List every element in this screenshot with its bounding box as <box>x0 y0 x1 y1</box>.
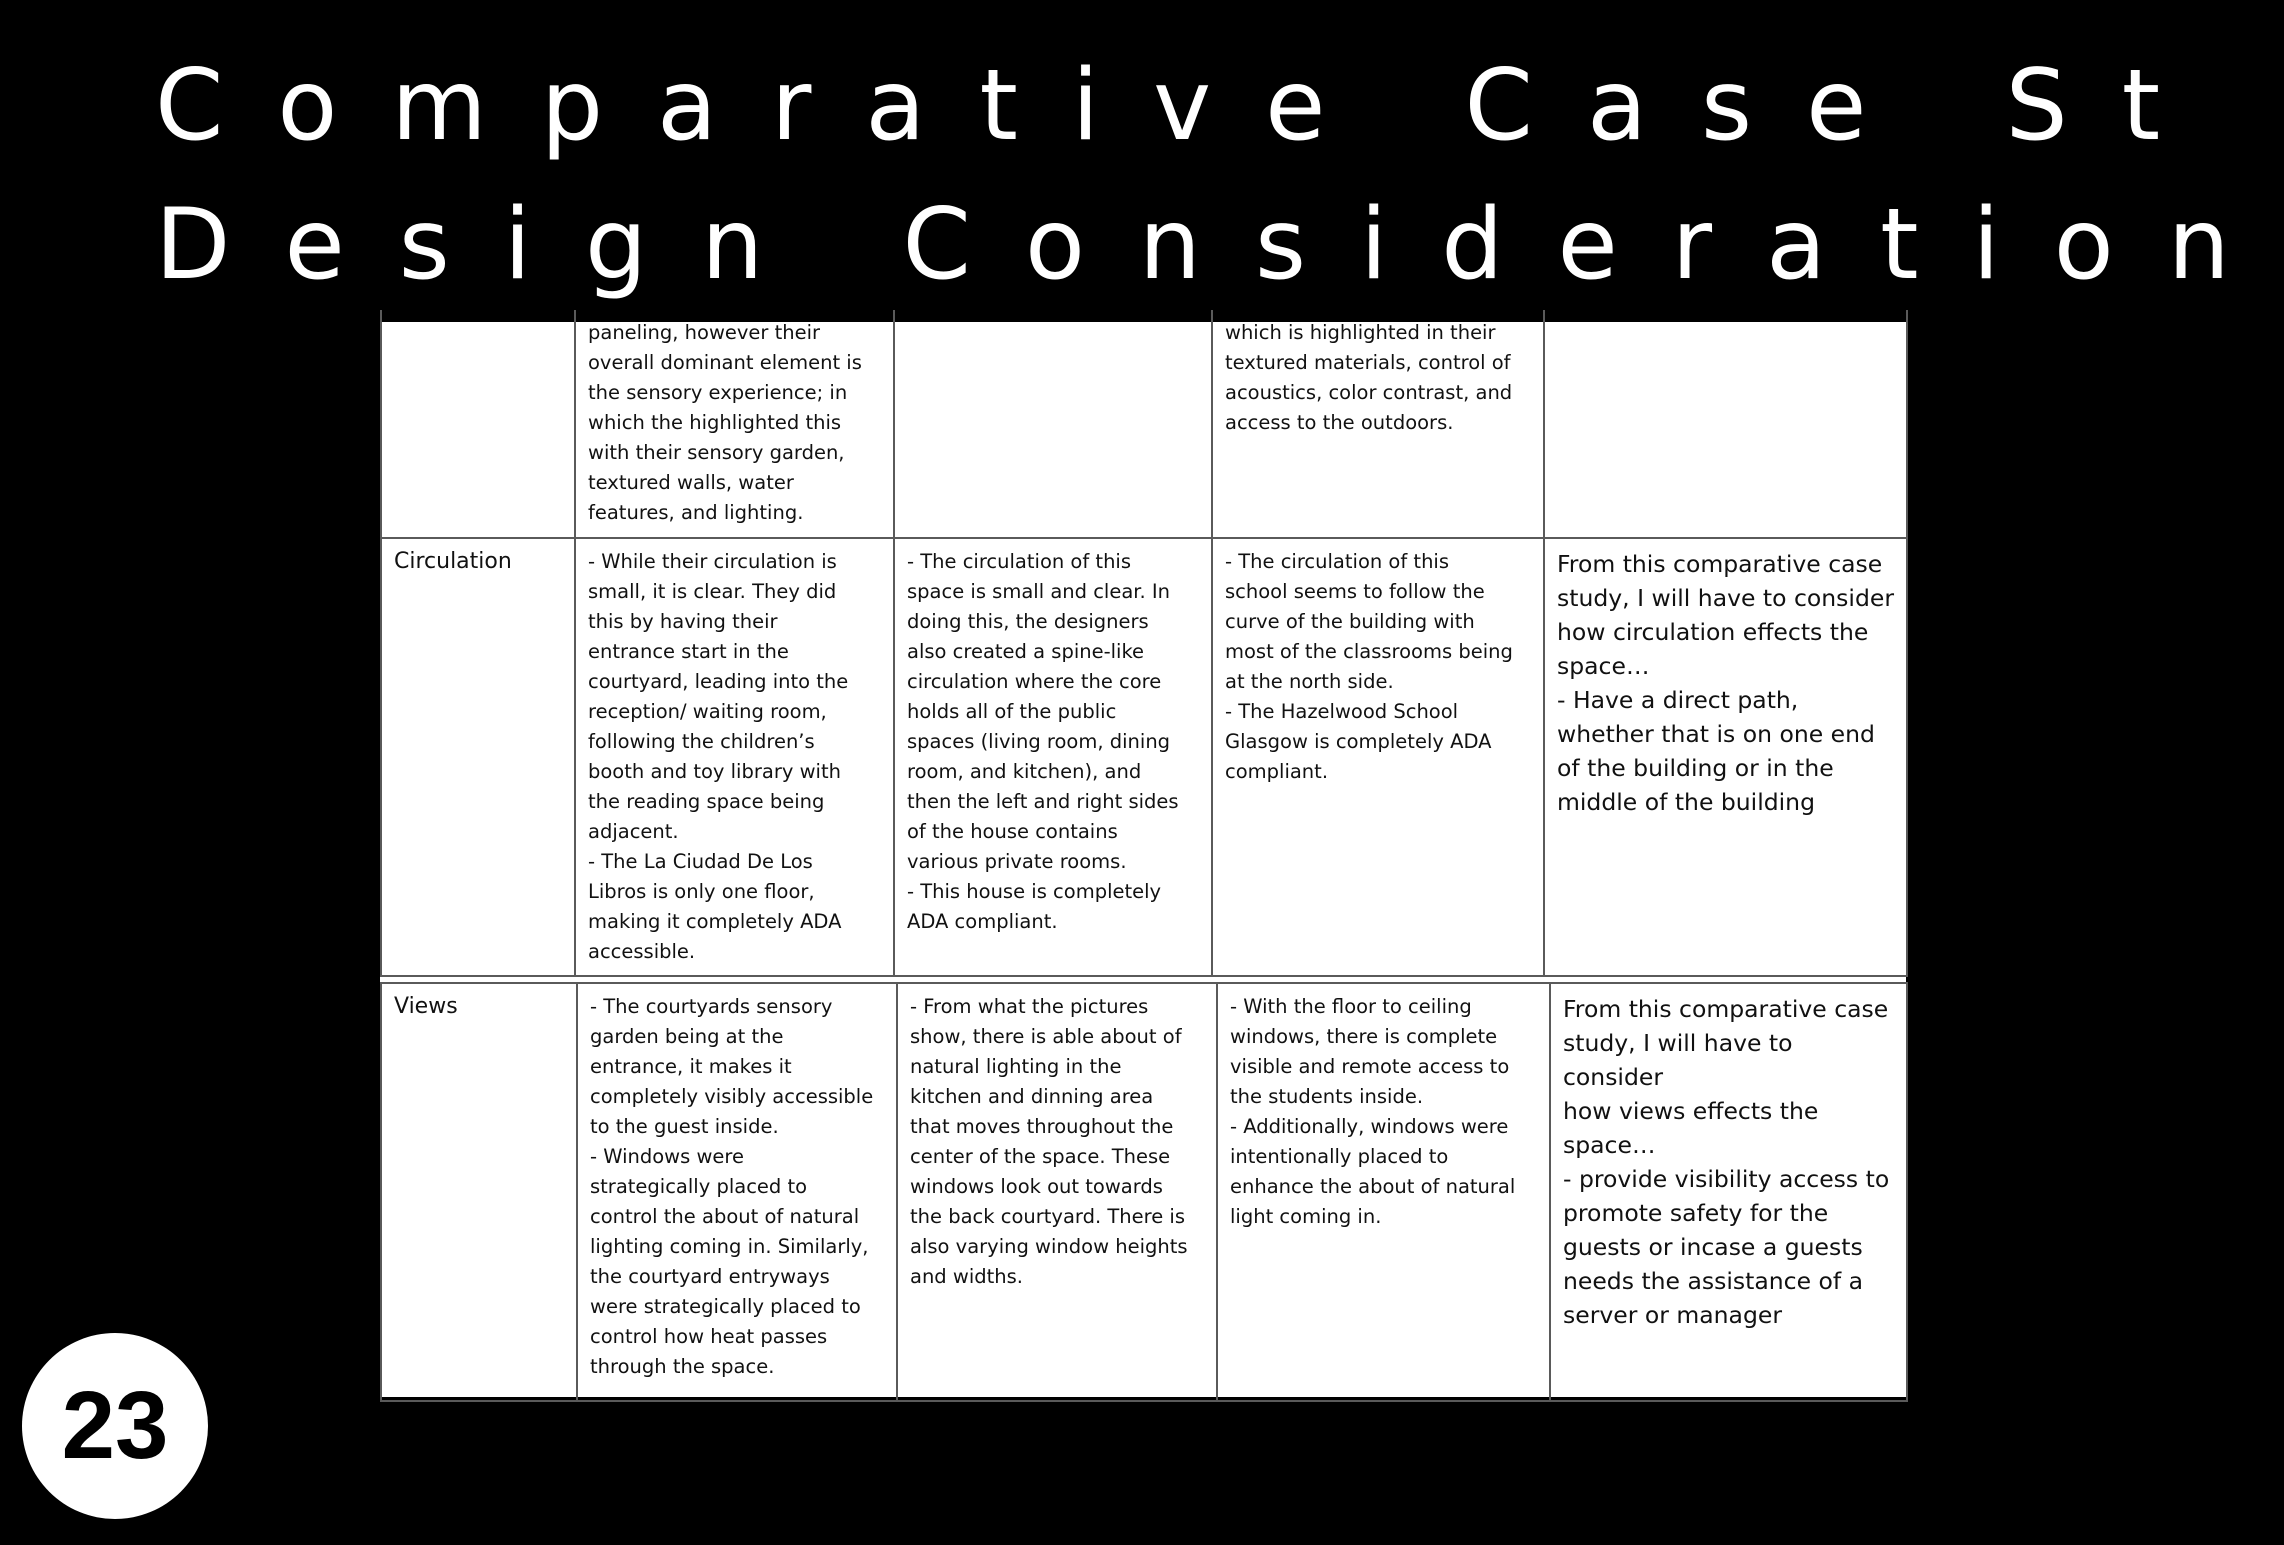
comparison-table-upper <box>380 310 1908 977</box>
table-cell <box>894 310 1212 538</box>
table-row-circulation <box>381 538 1907 976</box>
table-cell <box>1550 983 1907 1401</box>
page-number-badge <box>22 1333 208 1519</box>
table-cell <box>1212 538 1544 976</box>
table-cell <box>897 983 1217 1401</box>
row-label-views: Views <box>394 994 458 1019</box>
cell-text: - With the floor to ceiling windows, there is complete visible and remote access to the students inside. - Additionally, windows were intentionally placed to enhance the about of natural light coming in. <box>1230 995 1516 1228</box>
cell-text: - The circulation of this space is small and clear. In doing this, the designers also created a spine-like circulation where the core holds all of the public spaces (living room, dining room, and kitchen), and then the left and right sides of the house contains various private rooms. - This house is completely ADA compliant. <box>907 550 1179 933</box>
table-row-views <box>381 983 1907 1401</box>
cell-text: From this comparative case study, I will have to consider how circulation effects the space… - Have a direct path, whether that is on one end of the building or in the middle of the building <box>1557 550 1894 816</box>
comparison-table-image <box>380 322 1906 1397</box>
cell-text: From this comparative case study, I will have to consider how views effects the space… - provide visibility access to promote safety for the guests or incase a guests needs the assistance of a server or manager <box>1563 995 1890 1329</box>
table-cell <box>1544 310 1907 538</box>
page-number: 23 <box>61 1372 169 1479</box>
row-label-cell <box>381 538 575 976</box>
cell-text: - The courtyards sensory garden being at the entrance, it makes it completely visibly accessible to the guest inside. - Windows were strategically placed to control the about of natural lighting coming in. Similarly, the courtyard entryways were strategically placed to control how heat passes through the space. <box>590 995 874 1378</box>
table-cell <box>1544 538 1907 976</box>
table-cell <box>575 310 894 538</box>
cell-text: - The circulation of this school seems to follow the curve of the building with most of the classrooms being at the north side. - The Hazelwood School Glasgow is completely ADA compliant. <box>1225 550 1513 783</box>
cell-text: which is highlighted in their textured materials, control of acoustics, color contrast, and access to the outdoors. <box>1225 321 1513 434</box>
slide-title-line-1: Comparative Case St <box>155 49 2215 163</box>
table-cell <box>575 538 894 976</box>
row-label-cell <box>381 983 577 1401</box>
table-cell <box>1212 310 1544 538</box>
table-cell <box>577 983 897 1401</box>
cell-text: paneling, however their overall dominant element is the sensory experience; in which the highlighted this with their sensory garden, textured walls, water features, and lighting. <box>588 321 862 524</box>
table-cell <box>894 538 1212 976</box>
table-row-partial <box>381 310 1907 538</box>
table-cell <box>1217 983 1550 1401</box>
row-label-circulation: Circulation <box>394 549 512 574</box>
slide-title-line-2: Design Consideration <box>155 188 2284 302</box>
row-label-cell <box>381 310 575 538</box>
cell-text: - While their circulation is small, it is clear. They did this by having their entrance start in the courtyard, leading into the reception/ waiting room, following the children’s booth and toy library with the reading space being adjacent. - The La Ciudad De Los Libros is only one floor, making it completely ADA accessible. <box>588 550 849 963</box>
comparison-table-views <box>380 982 1908 1402</box>
cell-text: - From what the pictures show, there is able about of natural lighting in the kitchen and dinning area that moves throughout the center of the space. These windows look out towards the back courtyard. There is also varying window heights and widths. <box>910 995 1188 1288</box>
